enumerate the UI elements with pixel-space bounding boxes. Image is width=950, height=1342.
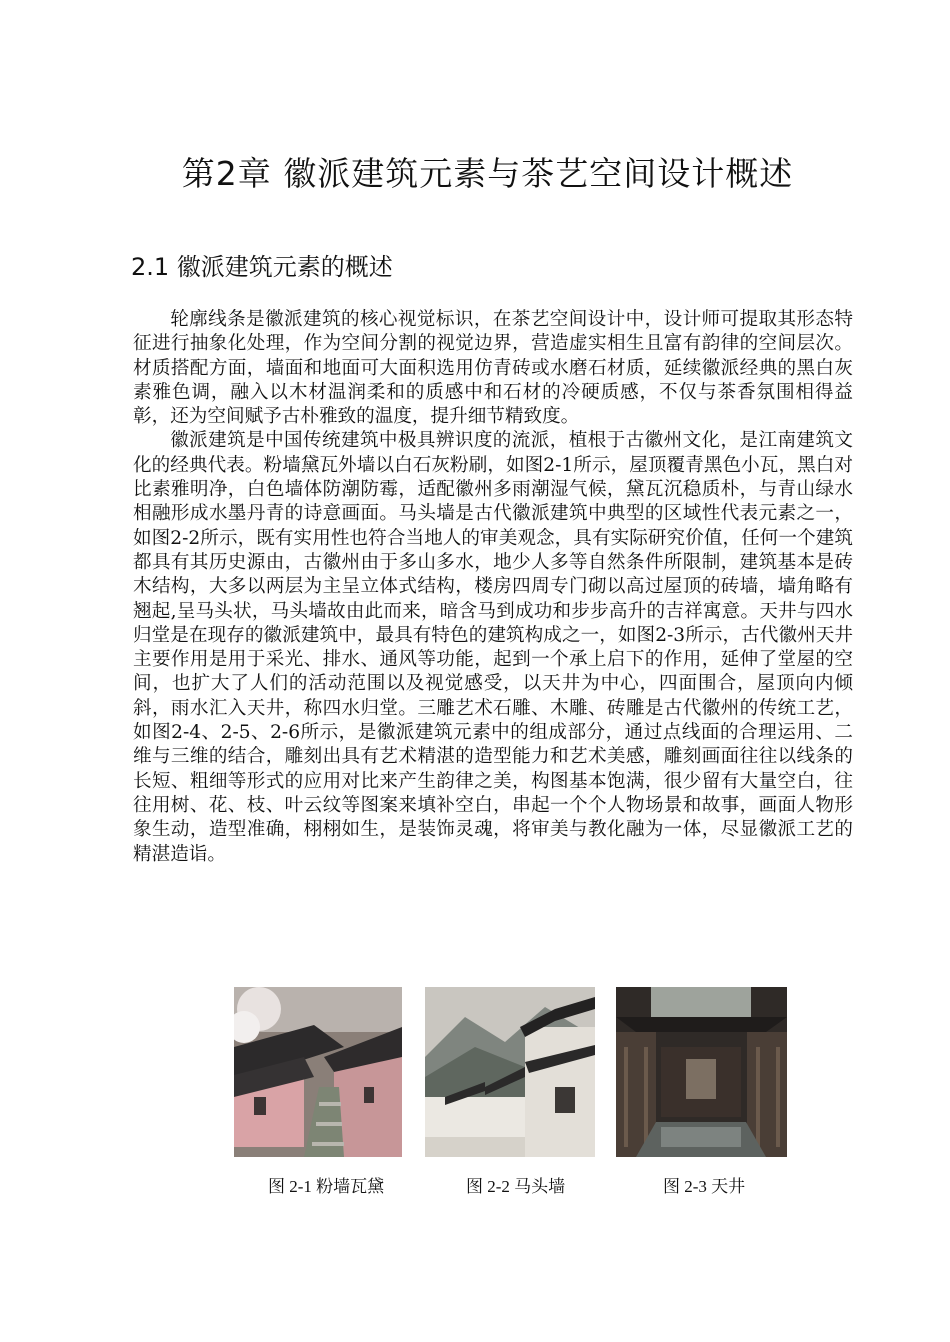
figure-2-1-caption: 图 2-1 粉墙瓦黛 [268, 1177, 385, 1196]
figure-2-2-caption: 图 2-2 马头墙 [466, 1177, 566, 1196]
paragraph: 轮廓线条是徽派建筑的核心视觉标识，在茶艺空间设计中，设计师可提取其形态特征进行抽象化处理，作为空间分割的视觉边界，营造虚实相生且富有韵律的空间层次。材质搭配方面，墙面和地面可大面积选用仿青砖或水磨石材质，延续徽派经典的黑白灰素雅色调，融入以木材温润柔和的质感中和石材的冷硬质感，不仅与茶香氛围相得益彰，还为空间赋予古朴雅致的温度，提升细节精致度。 [133, 309, 853, 428]
section-title: 2.1 徽派建筑元素的概述 [131, 253, 393, 281]
figure-2-3-image [616, 987, 787, 1157]
paragraph: 徽派建筑是中国传统建筑中极具辨识度的流派，植根于古徽州文化，是江南建筑文化的经典代表。粉墙黛瓦外墙以白石灰粉刷，如图2-1所示，屋顶覆青黑色小瓦，黑白对比素雅明净，白色墙体防潮防霉，适配徽州多雨潮湿气候，黛瓦沉稳质朴，与青山绿水相融形成水墨丹青的诗意画面。马头墙是古代徽派建筑中典型的区域性代表元素之一，如图2-2所示，既有实用性也符合当地人的审美观念，具有实际研究价值，任何一个建筑都具有其历史源由，古徽州由于多山多水，地少人多等自然条件所限制，建筑基本是砖木结构，大多以两层为主呈立体式结构，楼房四周专门砌以高过屋顶的砖墙，墙角略有翘起,呈马头状，马头墙故由此而来，暗含马到成功和步步高升的吉祥寓意。天井与四水归堂是在现存的徽派建筑中，最具有特色的建筑构成之一，如图2-3所示，古代徽州天井主要作用是用于采光、排水、通风等功能，起到一个承上启下的作用，延伸了堂屋的空间，也扩大了人们的活动范围以及视觉感受，以天井为中心，四面围合，屋顶向内倾斜，雨水汇入天井，称四水归堂。三雕艺术石雕、木雕、砖雕是古代徽州的传统工艺，如图2-4、2-5、2-6所示，是徽派建筑元素中的组成部分，通过点线面的合理运用、二维与三维的结合，雕刻出具有艺术精湛的造型能力和艺术美感，雕刻画面往往以线条的长短、粗细等形式的应用对比来产生韵律之美，构图基本饱满，很少留有大量空白，往往用树、花、枝、叶云纹等图案来填补空白，串起一个个人物场景和故事，画面人物形象生动，造型准确，栩栩如生，是装饰灵魂，将审美与教化融为一体，尽显徽派工艺的精湛造诣。 [133, 430, 853, 865]
figure-2-2-image [425, 987, 595, 1157]
figure-row [234, 987, 790, 1157]
figure-2-1-image [234, 987, 402, 1157]
body-text [133, 308, 853, 867]
figure-2-3-caption: 图 2-3 天井 [663, 1177, 746, 1196]
chapter-title: 第2章 徽派建筑元素与茶艺空间设计概述 [181, 154, 794, 193]
